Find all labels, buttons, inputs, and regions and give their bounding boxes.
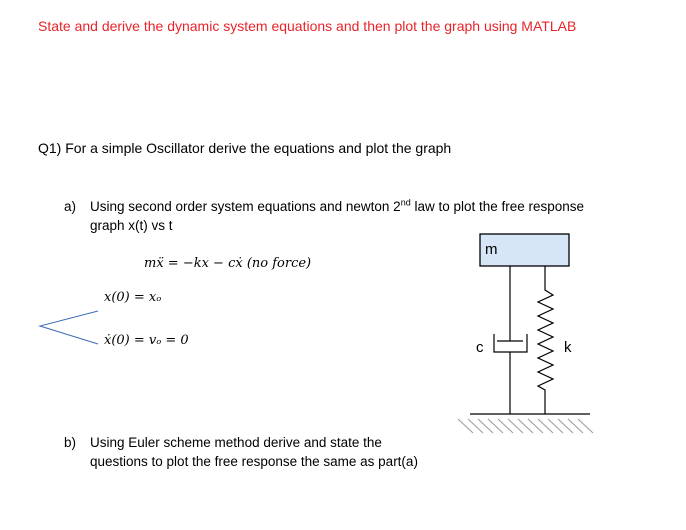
page-title: State and derive the dynamic system equations and then plot the graph using MATLAB: [38, 18, 577, 34]
part-b-text-1: Using Euler scheme method derive and state the: [90, 435, 382, 450]
initial-velocity-equation: ẋ(0) = vₒ = 0: [104, 333, 189, 348]
spring-label: k: [564, 339, 572, 356]
part-b-label: b): [64, 435, 77, 450]
part-a-line-2: graph x(t) vs t: [90, 218, 173, 233]
damper-icon: [494, 266, 527, 414]
part-a-text-pre: Using second order system equations and newton 2: [90, 199, 401, 214]
spring-icon: [538, 266, 553, 414]
part-a-label: a): [64, 199, 77, 214]
part-b-line-2: questions to plot the free response the same as part(a): [90, 454, 418, 469]
initial-position-equation: x(0) = xₒ: [104, 290, 162, 305]
equation-of-motion: mẍ = −kx − cẋ (no force): [144, 256, 312, 271]
ground-hatching: [458, 419, 593, 433]
mass-label: m: [485, 241, 498, 258]
superscript-nd: nd: [400, 197, 411, 208]
damper-label: c: [476, 339, 484, 356]
part-a-text-post: law to plot the free response: [410, 199, 585, 214]
question-1: Q1) For a simple Oscillator derive the equations and plot the graph: [38, 140, 452, 156]
initial-conditions-bracket: [40, 311, 98, 344]
